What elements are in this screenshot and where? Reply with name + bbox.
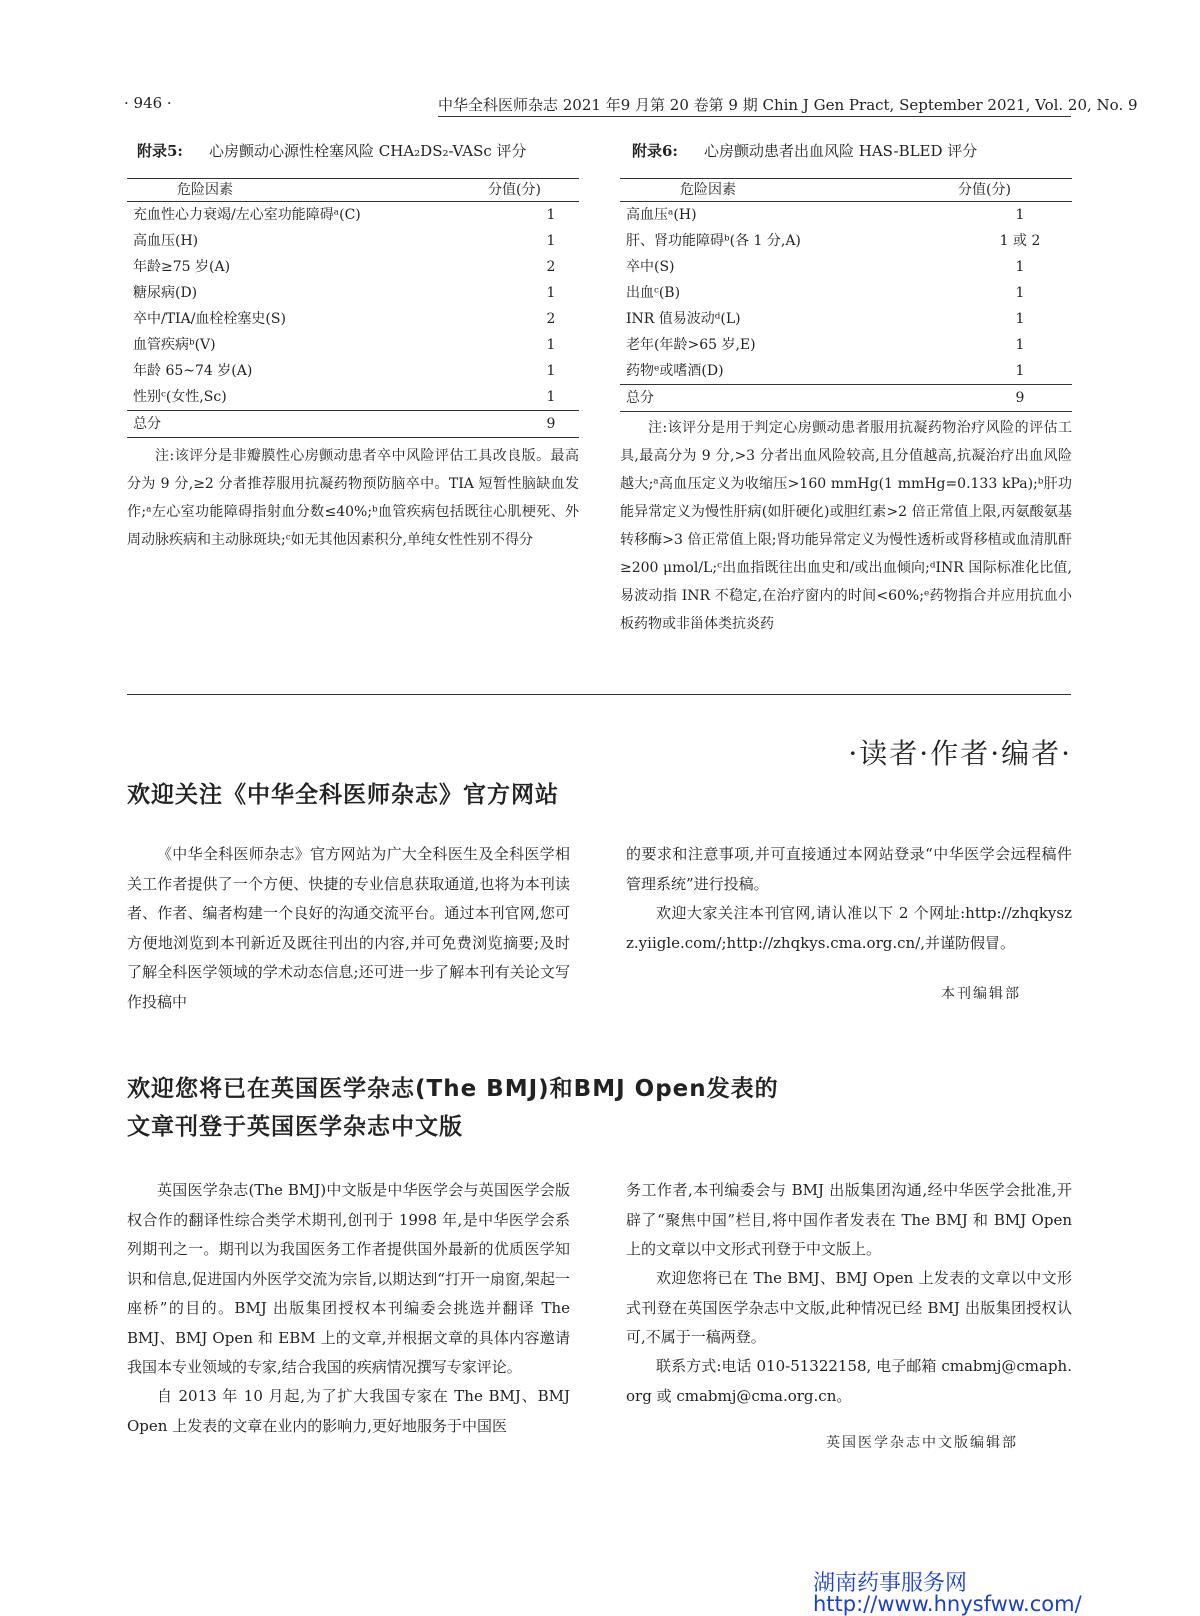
risk-factor-cell: 充血性心力衰竭/左心室功能障碍ᵃ(C) [133,207,361,223]
notice2-signature: 英国医学杂志中文版编辑部 [826,1435,1018,1451]
appendix5-table [127,140,579,554]
appendix5-rows [127,202,579,410]
score-cell: 1 [546,233,556,249]
table-bottom-rule [620,411,1072,412]
table-row [127,254,579,280]
risk-factor-cell: 肝、肾功能障碍ᵇ(各 1 分,A) [626,233,801,249]
appendix6-title: 心房颤动患者出血风险 HAS-BLED 评分 [704,142,978,160]
score-cell: 1 [546,285,556,301]
appendix6-label: 附录6: [632,142,678,160]
table-row [620,280,1072,306]
col-header-score: 分值(分) [488,182,541,198]
table-row [620,332,1072,358]
risk-factor-cell: INR 值易波动ᵈ(L) [626,311,741,327]
score-cell: 1 [546,389,556,405]
table-row [127,228,579,254]
table-row [620,306,1072,332]
notice2-title-line2: 文章刊登于英国医学杂志中文版 [127,1114,463,1140]
table-row [620,254,1072,280]
risk-factor-cell: 高血压ᵃ(H) [626,207,697,223]
total-label: 总分 [133,416,161,432]
score-cell: 1 [1015,285,1025,301]
risk-factor-cell: 血管疾病ᵇ(V) [133,337,216,353]
risk-factor-cell: 性别ᶜ(女性,Sc) [133,389,227,405]
total-value: 9 [1015,390,1025,406]
score-cell: 1 [1015,311,1025,327]
table-total-row [620,385,1072,411]
score-cell: 2 [546,259,556,275]
risk-factor-cell: 卒中/TIA/血栓栓塞史(S) [133,311,286,327]
total-label: 总分 [626,390,654,406]
risk-factor-cell: 年龄 65~74 岁(A) [133,363,253,379]
score-cell: 1 [1015,363,1025,379]
table-header-row [127,179,579,201]
risk-factor-cell: 药物ᵉ或嗜酒(D) [626,363,724,379]
running-header: 中华全科医师杂志 2021 年9 月第 20 卷第 9 期 Chin J Gen Pract, September 2021, Vol. 20, No. 9 [438,96,1138,114]
score-cell: 2 [546,311,556,327]
risk-factor-cell: 高血压(H) [133,233,199,249]
page-number: · 946 · [124,94,172,112]
notice2-contact: 联系方式:电话 010-51322158, 电子邮箱 cmabmj@cmaph.org 或 cmabmj@cma.org.cn。 [626,1357,1072,1405]
notice1-title: 欢迎关注《中华全科医师杂志》官方网站 [127,782,559,808]
appendix6-caption [620,140,1072,164]
risk-factor-cell: 老年(年龄>65 岁,E) [626,337,756,353]
table-row [127,280,579,306]
appendix6-table [620,140,1072,638]
notice2-right-paragraph1: 务工作者,本刊编委会与 BMJ 出版集团沟通,经中华医学会批准,开辟了“聚焦中国”栏目,将中国作者发表在 The BMJ 和 BMJ Open 上的文章以中文形式刊登于中文版上。 [626,1181,1072,1258]
notice2-title-line1: 欢迎您将已在英国医学杂志(The BMJ)和BMJ Open发表的 [127,1076,779,1102]
appendix5-note: 注:该评分是非瓣膜性心房颤动患者卒中风险评估工具改良版。最高分为 9 分,≥2 分者推荐服用抗凝药物预防脑卒中。TIA 短暂性脑缺血发作;ᵃ左心室功能障碍指射血分数≤40%;ᵇ血管疾病包括既往心肌梗死、外周动脉疾病和主动脉斑块;ᶜ如无其他因素积分,单纯女性性别不得分 [127,448,579,548]
notice2-right-paragraph2: 欢迎您将已在 The BMJ、BMJ Open 上发表的文章以中文形式刊登在英国医学杂志中文版,此种情况已经 BMJ 出版集团授权认可,不属于一稿两登。 [626,1269,1072,1346]
col-header-factor: 危险因素 [680,182,736,198]
appendix6-note: 注:该评分是用于判定心房颤动患者服用抗凝药物治疗风险的评估工具,最高分为 9 分,>3 分者出血风险较高,且分值越高,抗凝治疗出血风险越大;ᵃ高血压定义为收缩压>160 mmHg(1 mmHg=0.133 kPa);ᵇ肝功能异常定义为慢性肝病(如肝硬化)或胆红素>2 倍正常值上限,丙氨酸氨基转移酶>3 倍正常值上限;肾功能异常定义为慢性透析或肾移植或血清肌酐≥200 μmol/L;ᶜ出血指既往出血史和/或出血倾向;ᵈINR 国际标准化比值,易波动指 INR 不稳定,在治疗窗内的时间<60%;ᵉ药物指合并应用抗血小板药物或非甾体类抗炎药 [620,420,1072,632]
appendix5-label: 附录5: [137,142,183,160]
header-rule [438,116,1071,117]
section-rule [127,694,1071,695]
appendix5-title: 心房颤动心源性栓塞风险 CHA₂DS₂-VASc 评分 [209,142,527,160]
table-row [620,202,1072,228]
score-cell: 1 或 2 [999,233,1041,249]
table-row [620,358,1072,384]
table-total-row [127,411,579,437]
column-heading: ·读者·作者·编者· [848,737,1072,770]
risk-factor-cell: 卒中(S) [626,259,675,275]
table-row [127,306,579,332]
score-cell: 1 [1015,337,1025,353]
table-row [127,202,579,228]
table-row [127,332,579,358]
watermark-url[interactable]: http://www.hnysfww.com/ [813,1592,1082,1616]
notice2-left-paragraph1: 英国医学杂志(The BMJ)中文版是中华医学会与英国医学会版权合作的翻译性综合类学术期刊,创刊于 1998 年,是中华医学会系列期刊之一。期刊以为我国医务工作者提供国外最新的优质医学知识和信息,促进国内外医学交流为宗旨,以期达到“打开一扇窗,架起一座桥”的目的。BMJ 出版集团授权本刊编委会挑选并翻译 The BMJ、BMJ Open 和 EBM 上的文章,并根据文章的具体内容邀请我国本专业领域的专家,结合我国的疾病情况撰写专家评论。 [127,1181,570,1376]
risk-factor-cell: 糖尿病(D) [133,285,198,301]
notice2-left-paragraph2: 自 2013 年 10 月起,为了扩大我国专家在 The BMJ、BMJ Open 上发表的文章在业内的影响力,更好地服务于中国医 [127,1387,570,1435]
appendix5-caption [127,140,579,164]
score-cell: 1 [546,207,556,223]
notice1-right-paragraph2: 欢迎大家关注本刊官网,请认准以下 2 个网址:http://zhqkyszz.yiigle.com/;http://zhqkys.cma.org.cn/,并谨防假冒。 [626,904,1072,952]
table-row [620,228,1072,254]
score-cell: 1 [1015,259,1025,275]
notice1-right-paragraph1: 的要求和注意事项,并可直接通过本网站登录“中华医学会远程稿件管理系统”进行投稿。 [626,845,1072,893]
appendix6-rows [620,202,1072,384]
risk-factor-cell: 出血ᶜ(B) [626,285,681,301]
score-cell: 1 [546,363,556,379]
col-header-factor: 危险因素 [177,182,233,198]
table-bottom-rule [127,437,579,438]
table-row [127,384,579,410]
risk-factor-cell: 年龄≥75 岁(A) [133,259,231,275]
notice1-left-paragraph: 《中华全科医师杂志》官方网站为广大全科医生及全科医学相关工作者提供了一个方便、快捷的专业信息获取通道,也将为本刊读者、作者、编者构建一个良好的沟通交流平台。通过本刊官网,您可方便地浏览到本刊新近及既往刊出的内容,并可免费浏览摘要;及时了解全科医学领域的学术动态信息;还可进一步了解本刊有关论文写作投稿中 [127,845,570,1011]
notice1-signature: 本刊编辑部 [941,986,1021,1002]
score-cell: 1 [546,337,556,353]
col-header-score: 分值(分) [958,182,1011,198]
watermark-site-name: 湖南药事服务网 [813,1571,968,1596]
total-value: 9 [546,416,556,432]
score-cell: 1 [1015,207,1025,223]
table-row [127,358,579,384]
table-header-row [620,179,1072,201]
